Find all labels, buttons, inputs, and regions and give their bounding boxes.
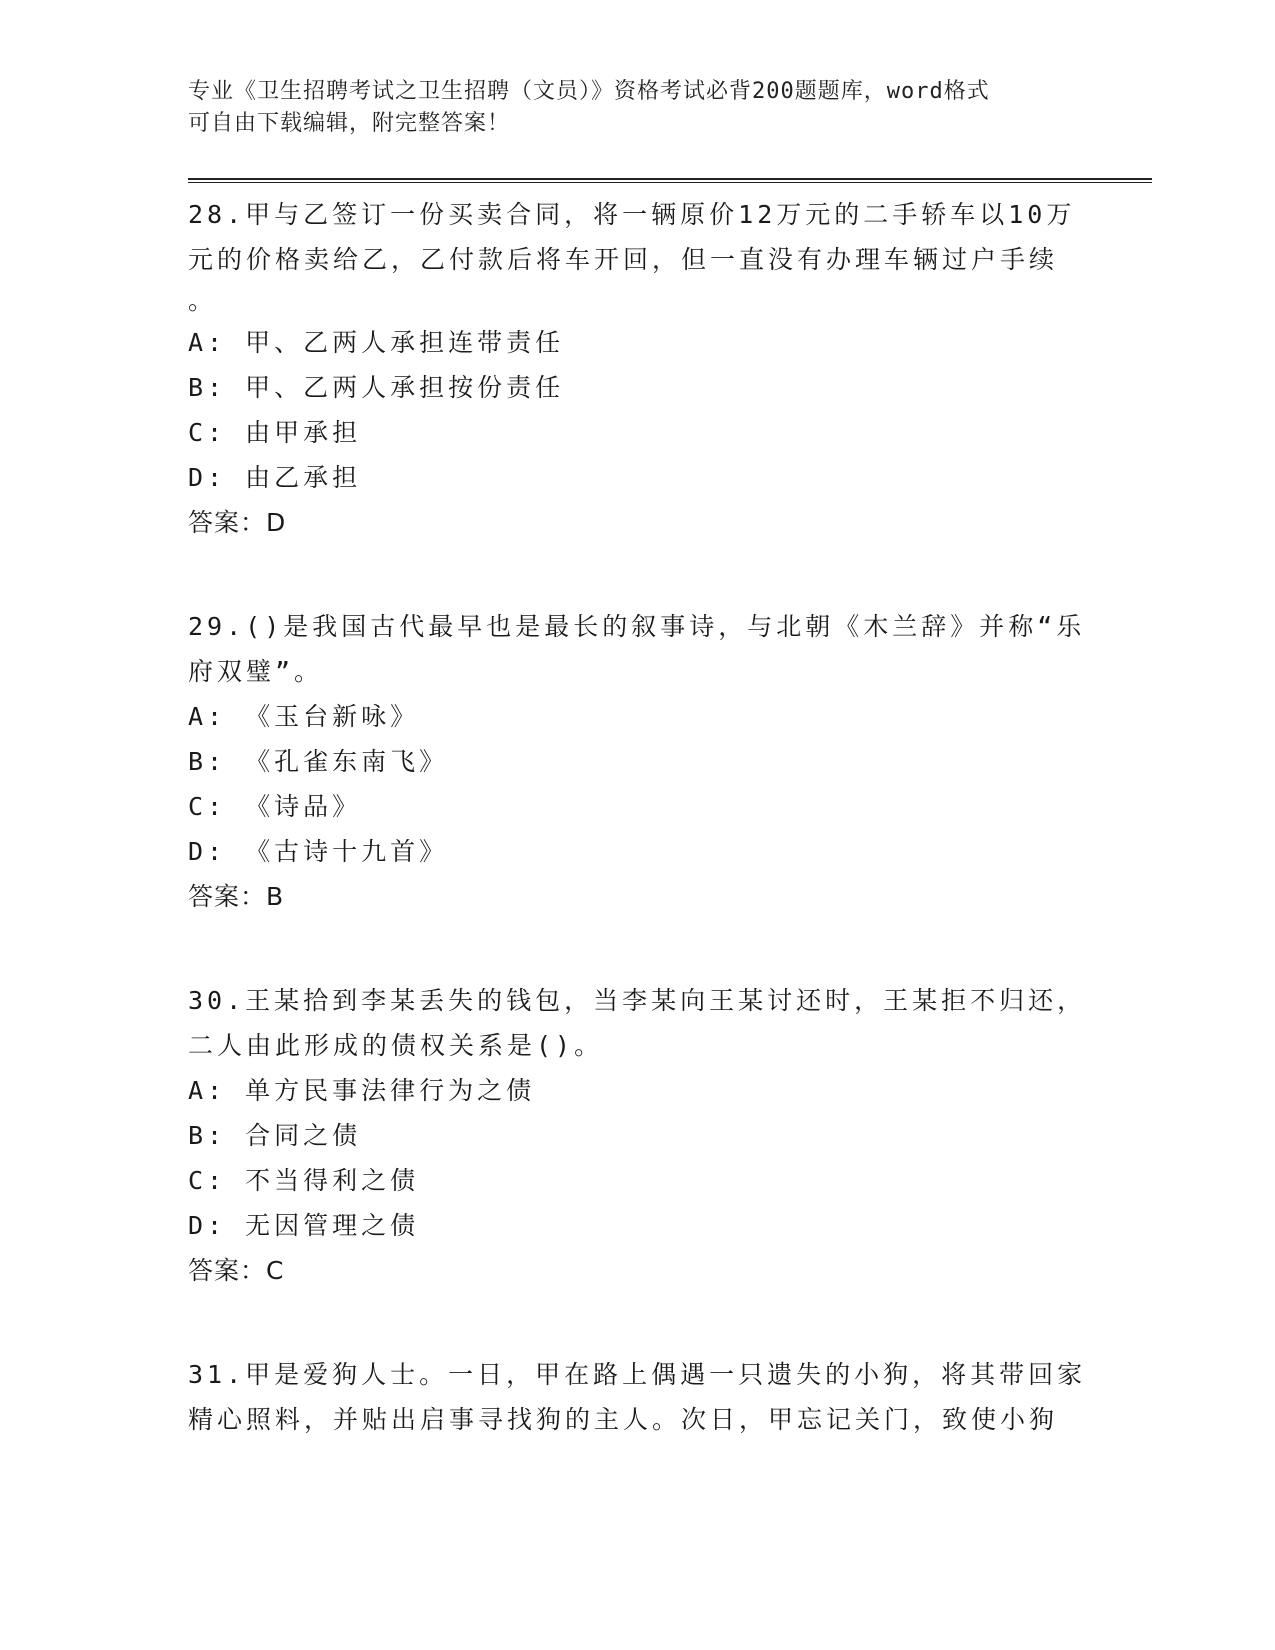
option-b: B: 《孔雀东南飞》: [188, 747, 449, 776]
answer-line: 答案：B: [188, 882, 285, 911]
question-30: [188, 978, 1088, 1294]
document-header: [188, 76, 1068, 140]
question-spacer: [188, 920, 1088, 978]
question-stem-line: 31.甲是爱狗人士。一日，甲在路上偶遇一只遗失的小狗，将其带回家: [188, 1360, 1087, 1389]
header-line-2: 可自由下载编辑，附完整答案！: [188, 111, 511, 136]
question-stem-line: 29.()是我国古代最早也是最长的叙事诗，与北朝《木兰辞》并称“乐: [188, 612, 1086, 641]
question-stem-line: 二人由此形成的债权关系是()。: [188, 1031, 604, 1060]
option-a: A: 单方民事法律行为之债: [188, 1076, 536, 1105]
option-d: D: 无因管理之债: [188, 1211, 420, 1240]
question-stem-line: 。: [188, 286, 218, 315]
option-a: A: 甲、乙两人承担连带责任: [188, 328, 565, 357]
answer-line: 答案：C: [188, 1256, 285, 1285]
question-spacer: [188, 1294, 1088, 1352]
option-c: C: 《诗品》: [188, 792, 362, 821]
header-divider: [188, 178, 1152, 183]
question-29: [188, 604, 1088, 920]
question-stem-line: 精心照料，并贴出启事寻找狗的主人。次日，甲忘记关门，致使小狗: [188, 1405, 1059, 1434]
question-stem-line: 30.王某拾到李某丢失的钱包，当李某向王某讨还时，王某拒不归还，: [188, 986, 1087, 1015]
question-stem-line: 28.甲与乙签订一份买卖合同，将一辆原价12万元的二手轿车以10万: [188, 200, 1076, 229]
question-stem-line: 元的价格卖给乙，乙付款后将车开回，但一直没有办理车辆过户手续: [188, 245, 1059, 274]
question-31: [188, 1352, 1088, 1442]
answer-line: 答案：D: [188, 508, 287, 537]
option-d: D: 《古诗十九首》: [188, 837, 449, 866]
question-stem-line: 府双璧”。: [188, 657, 324, 686]
option-a: A: 《玉台新咏》: [188, 702, 420, 731]
option-c: C: 由甲承担: [188, 418, 362, 447]
question-28: [188, 192, 1088, 546]
option-d: D: 由乙承担: [188, 463, 362, 492]
question-list: [188, 192, 1088, 1442]
question-spacer: [188, 546, 1088, 604]
option-b: B: 甲、乙两人承担按份责任: [188, 373, 565, 402]
option-b: B: 合同之债: [188, 1121, 362, 1150]
header-line-1: 专业《卫生招聘考试之卫生招聘（文员）》资格考试必背200题题库，word格式: [188, 79, 990, 104]
option-c: C: 不当得利之债: [188, 1166, 420, 1195]
